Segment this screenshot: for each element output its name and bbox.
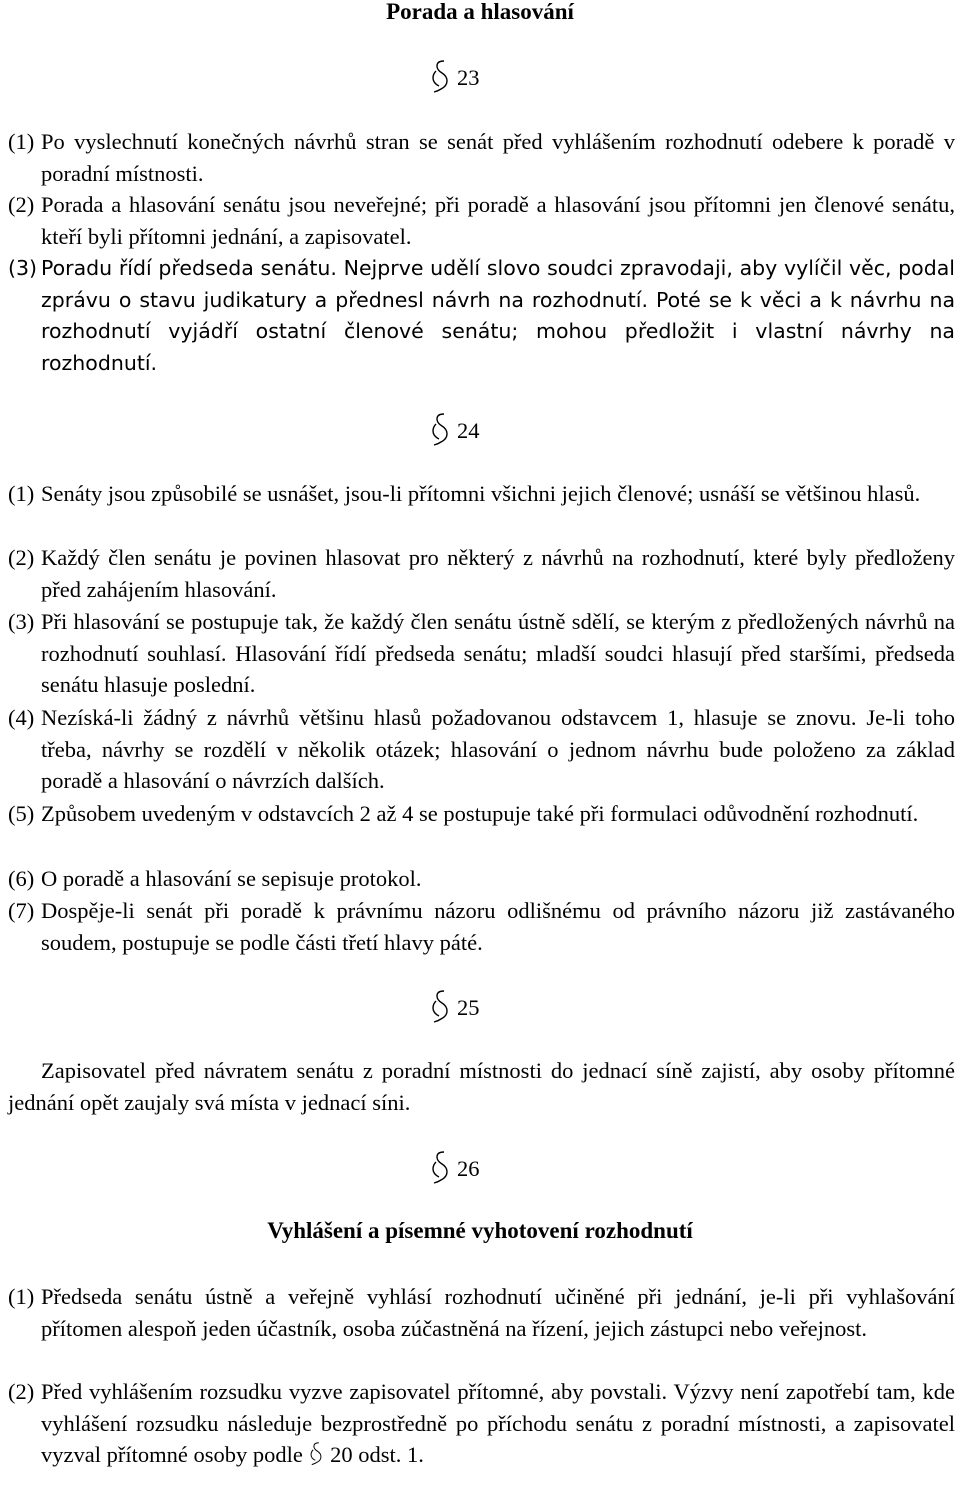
paragraph-label: (1): [8, 129, 35, 154]
section-26: [430, 1151, 510, 1185]
paragraph-label: (3): [8, 256, 38, 280]
paragraph-24-3: [8, 606, 955, 701]
paragraph-text: Dospěje-li senát při poradě k právnímu názoru odlišnému od právního názoru již zastávaného soudem, postupuje se podle části třetí hlavy páté.: [41, 898, 955, 955]
paragraph-text: Senáty jsou způsobilé se usnášet, jsou-li přítomni všichni jejich členové; usnáší se většinou hlasů.: [41, 481, 921, 506]
paragraph-label: (6): [8, 866, 35, 891]
paragraph-label: (1): [8, 481, 35, 506]
section-sign-icon: [430, 990, 450, 1024]
paragraph-reference: 20 odst. 1.: [330, 1442, 424, 1467]
paragraph-text: Při hlasování se postupuje tak, že každý člen senátu ústně sdělí, se kterým z předložených návrhů na rozhodnutí souhlasí. Hlasování řídí předseda senátu; mladší soudci hlasují před staršími, předseda senátu hlasuje poslední.: [41, 609, 955, 697]
section-25-text: Zapisovatel před návratem senátu z poradní místnosti do jednací síně zajistí, aby osoby přítomné jednání opět zaujaly svá místa v jednací síni.: [8, 1058, 955, 1115]
paragraph-text: Poradu řídí předseda senátu. Nejprve udělí slovo soudci zpravodaji, aby vylíčil věc, podal zprávu o stavu judikatury a přednesl návrh na rozhodnutí. Poté se k věci a k návrhu na rozhodnutí vyjádří ostatní členové senátu; mohou předložit i vlastní návrhy na rozhodnutí.: [41, 256, 955, 375]
section-number: 23: [457, 65, 480, 90]
section-sign-icon: [308, 1442, 324, 1466]
paragraph-text: Každý člen senátu je povinen hlasovat pro některý z návrhů na rozhodnutí, které byly předloženy před zahájením hlasování.: [41, 545, 955, 602]
paragraph-24-4: [8, 702, 955, 797]
paragraph-label: (2): [8, 1379, 35, 1404]
paragraph-text: [41, 1376, 955, 1471]
paragraph-24-2: [8, 542, 955, 605]
paragraph-label: (4): [8, 705, 35, 730]
section-number: 24: [457, 418, 480, 443]
section-25: [430, 990, 510, 1024]
section-heading: Vyhlášení a písemné vyhotovení rozhodnutí: [267, 1218, 693, 1243]
paragraph-text: Nezíská-li žádný z návrhů většinu hlasů požadovanou odstavcem 1, hlasuje se znovu. Je-li toho třeba, návrhy se rozdělí v několik otázek; hlasování o jednom návrhu bude položeno za základ poradě a hlasování o návrzích dalších.: [41, 705, 955, 793]
paragraph-label: (1): [8, 1284, 35, 1309]
paragraph-24-7: [8, 895, 955, 958]
paragraph-text: Způsobem uvedeným v odstavcích 2 až 4 se postupuje také při formulaci odůvodnění rozhodnutí.: [41, 801, 919, 826]
section-sign-icon: [430, 1151, 450, 1185]
paragraph-label: (5): [8, 801, 35, 826]
paragraph-24-6: [8, 863, 955, 895]
paragraph-24-1: [8, 478, 955, 510]
paragraph-text: Po vyslechnutí konečných návrhů stran se senát před vyhlášením rozhodnutí odebere k poradě v poradní místnosti.: [41, 129, 955, 186]
paragraph-text: O poradě a hlasování se sepisuje protokol.: [41, 866, 422, 891]
section-number: 26: [457, 1156, 480, 1181]
paragraph-label: (3): [8, 609, 35, 634]
section-sign-icon: [430, 413, 450, 447]
paragraph-label: (2): [8, 545, 35, 570]
paragraph-label: (7): [8, 898, 35, 923]
paragraph-23-3: [8, 253, 955, 379]
section-number: 25: [457, 995, 480, 1020]
paragraph-23-1: [8, 126, 955, 189]
section-23: [430, 60, 510, 94]
paragraph-text: Porada a hlasování senátu jsou neveřejné; při poradě a hlasování jsou přítomni jen členové senátu, kteří byli přítomni jednání, a zapisovatel.: [41, 192, 955, 249]
paragraph-26-1: [8, 1281, 955, 1344]
paragraph-23-2: [8, 189, 955, 252]
paragraph-26-2: [8, 1376, 955, 1471]
section-24: [430, 413, 510, 447]
paragraph-label: (2): [8, 192, 35, 217]
section-sign-icon: [430, 60, 450, 94]
chapter-heading: Porada a hlasování: [386, 0, 574, 24]
paragraph-text-main: Před vyhlášením rozsudku vyzve zapisovatel přítomné, aby povstali. Výzvy není zapotřebí tam, kde vyhlášení rozsudku následuje bezprostředně po příchodu senátu z poradní místnosti, a zapisovatel vyzval přítomné osoby podle: [41, 1379, 955, 1467]
paragraph-24-5: [8, 798, 955, 830]
paragraph-text: Předseda senátu ústně a veřejně vyhlásí rozhodnutí učiněné při jednání, je-li při vyhlašování přítomen alespoň jeden účastník, osoba zúčastněná na řízení, jejich zástupci nebo veřejnost.: [41, 1284, 955, 1341]
